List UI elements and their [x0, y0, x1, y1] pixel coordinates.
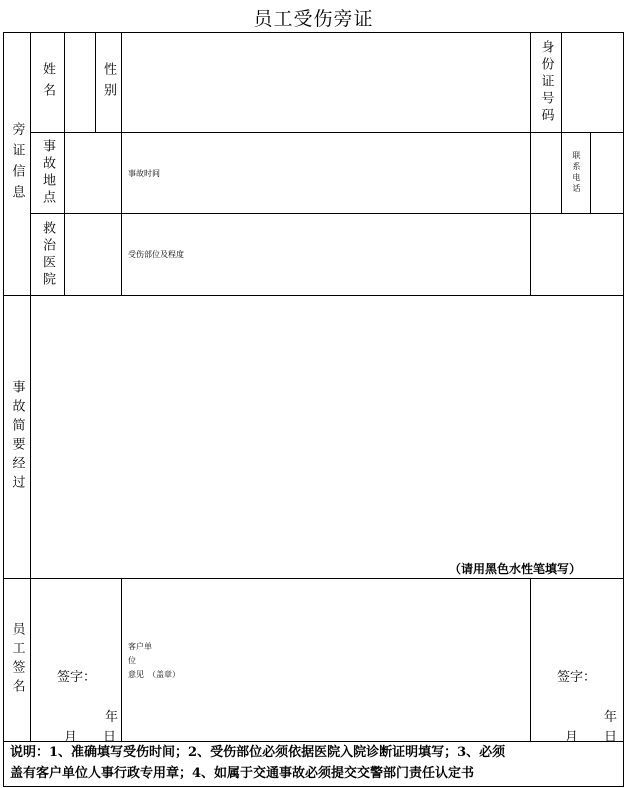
- sign-right-label: 签字：: [557, 670, 597, 685]
- contact-phone-label: 联系电话: [572, 151, 581, 195]
- hospital-label: 救治医院: [40, 220, 55, 289]
- instructions-line-2: 盖有客户单位人事行政专用章；4、如属于交通事故必须提交交警部门责任认定书: [10, 766, 475, 781]
- gender-field[interactable]: [122, 33, 530, 132]
- accident-time-extra-field[interactable]: [531, 133, 561, 213]
- sign-left-label: 签字：: [57, 670, 97, 685]
- month-day-right-label: 月 日: [565, 730, 618, 745]
- id-number-label: 身份证号码: [538, 40, 554, 125]
- instructions: [10, 742, 614, 784]
- accident-time-field[interactable]: [200, 133, 530, 213]
- gender-label: 性别: [101, 61, 116, 104]
- instructions-line-1: 说明：1、准确填写受伤时间；2、受伤部位必须依据医院入院诊断证明填写；3、必须: [10, 745, 506, 760]
- client-unit-line2: 位: [128, 656, 136, 665]
- accident-location-field[interactable]: [65, 133, 121, 213]
- accident-process-field[interactable]: [31, 296, 623, 556]
- accident-location-label: 事故地点: [40, 139, 55, 207]
- client-opinion-field[interactable]: [122, 579, 530, 741]
- year-right-label: 年: [604, 710, 618, 725]
- section-witness-label: 旁证信息: [9, 122, 25, 206]
- hospital-field[interactable]: [65, 214, 121, 295]
- form-title: 员工受伤旁证: [253, 8, 374, 30]
- injury-part-label: 受伤部位及程度: [128, 250, 184, 259]
- employee-signature-label: 员工签名: [9, 622, 25, 698]
- injury-part-field[interactable]: [210, 214, 530, 295]
- client-unit-line1: 客户单: [128, 642, 152, 651]
- client-unit-line3: 意见 （盖章）: [128, 670, 180, 679]
- injury-extra-field[interactable]: [531, 214, 623, 295]
- name-label: 姓名: [40, 61, 55, 104]
- month-day-left-label: 月 日: [64, 730, 117, 745]
- id-number-field[interactable]: [562, 33, 623, 132]
- year-left-label: 年: [105, 710, 119, 725]
- pen-note: （请用黑色水性笔填写）: [449, 562, 582, 576]
- name-field[interactable]: [65, 33, 95, 132]
- contact-phone-field[interactable]: [591, 133, 623, 213]
- accident-process-label: 事故简要经过: [9, 380, 25, 494]
- accident-time-label: 事故时间: [128, 169, 160, 178]
